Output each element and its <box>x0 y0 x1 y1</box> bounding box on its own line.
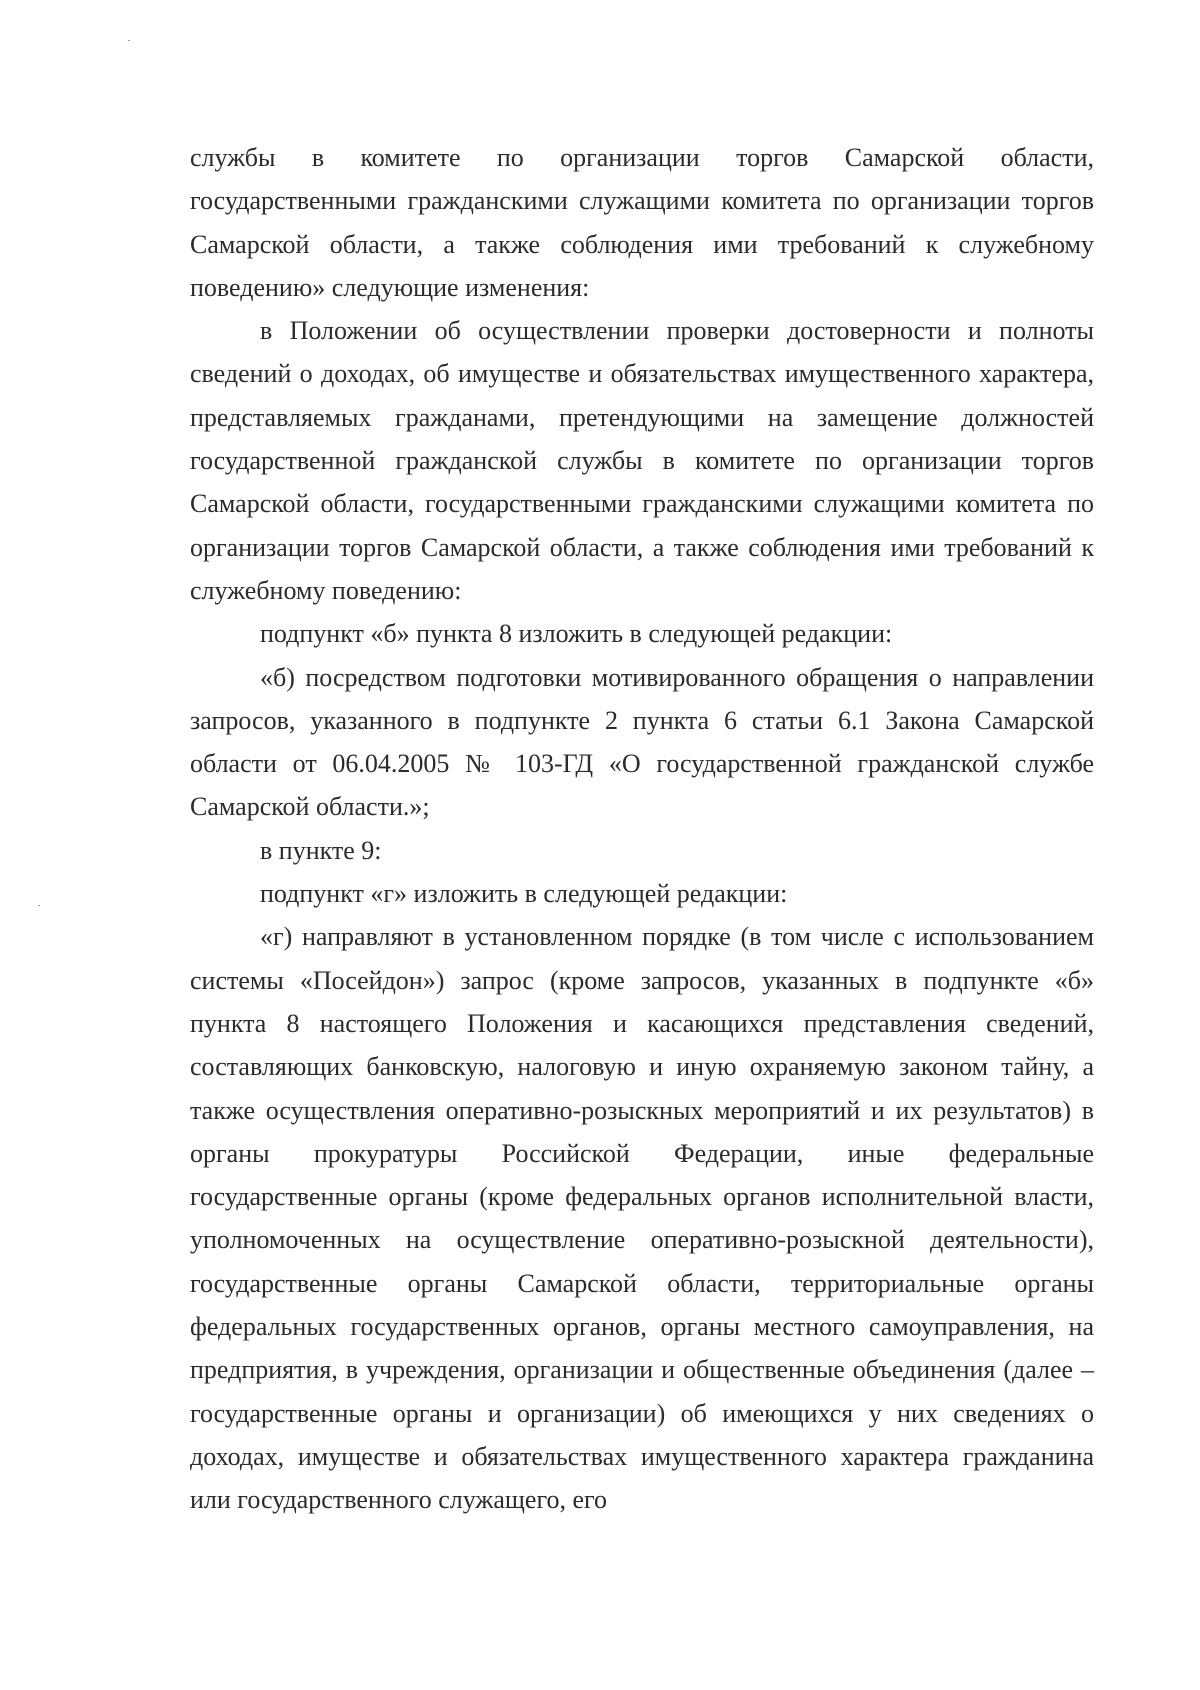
paragraph-item-9: в пункте 9: <box>260 835 382 865</box>
document-body <box>190 136 1094 1522</box>
paragraph-regulation-intro: в Положении об осуществлении проверки достоверности и полноты сведений о доходах, об имуществе и обязательствах имущественного характера, представляемых гражданами, претендующими на замещение должностей государственной гражданской службы в комитете по организации торгов Самарской области, государственными гражданскими служащими комитета по организации торгов Самарской области, а также соблюдения ими требований к служебному поведению: <box>190 316 1094 605</box>
paragraph-continuation: службы в комитете по организации торгов Самарской области, государственными гражданскими служащими комитета по организации торгов Самарской области, а также соблюдения ими требований к служебному поведению» следующие изменения: <box>190 143 1094 302</box>
scan-speck-left <box>38 905 40 906</box>
paragraph-subitem-g-heading: подпункт «г» изложить в следующей редакции: <box>260 879 788 909</box>
paragraph-subitem-b-text: «б) посредством подготовки мотивированного обращения о направлении запросов, указанного в подпункте 2 пункта 6 статьи 6.1 Закона Самарской области от 06.04.2005 № 103-ГД «О государственной гражданской службе Самарской области.»; <box>190 662 1094 822</box>
scan-speck-top <box>128 40 130 41</box>
paragraph-subitem-g-text: «г) направляют в установленном порядке (в том числе с использованием системы «Посейдон») запрос (кроме запросов, указанных в подпункте «б» пункта 8 настоящего Положения и касающихся представления сведений, составляющих банковскую, налоговую и иную охраняемую законом тайну, а также осуществления оперативно-розыскных мероприятий и их результатов) в органы прокуратуры Российской Федерации, иные федеральные государственные органы (кроме федеральных органов исполнительной власти, уполномоченных на осуществление оперативно-розыскной деятельности), государственные органы Самарской области, территориальные органы федеральных государственных органов, органы местного самоуправления, на предприятия, в учреждения, организации и общественные объединения (далее – государственные органы и организации) об имеющихся у них сведениях о доходах, имуществе и обязательствах имущественного характера гражданина или государственного служащего, его <box>190 922 1094 1515</box>
paragraph-subitem-b-heading: подпункт «б» пункта 8 изложить в следующей редакции: <box>260 619 893 649</box>
